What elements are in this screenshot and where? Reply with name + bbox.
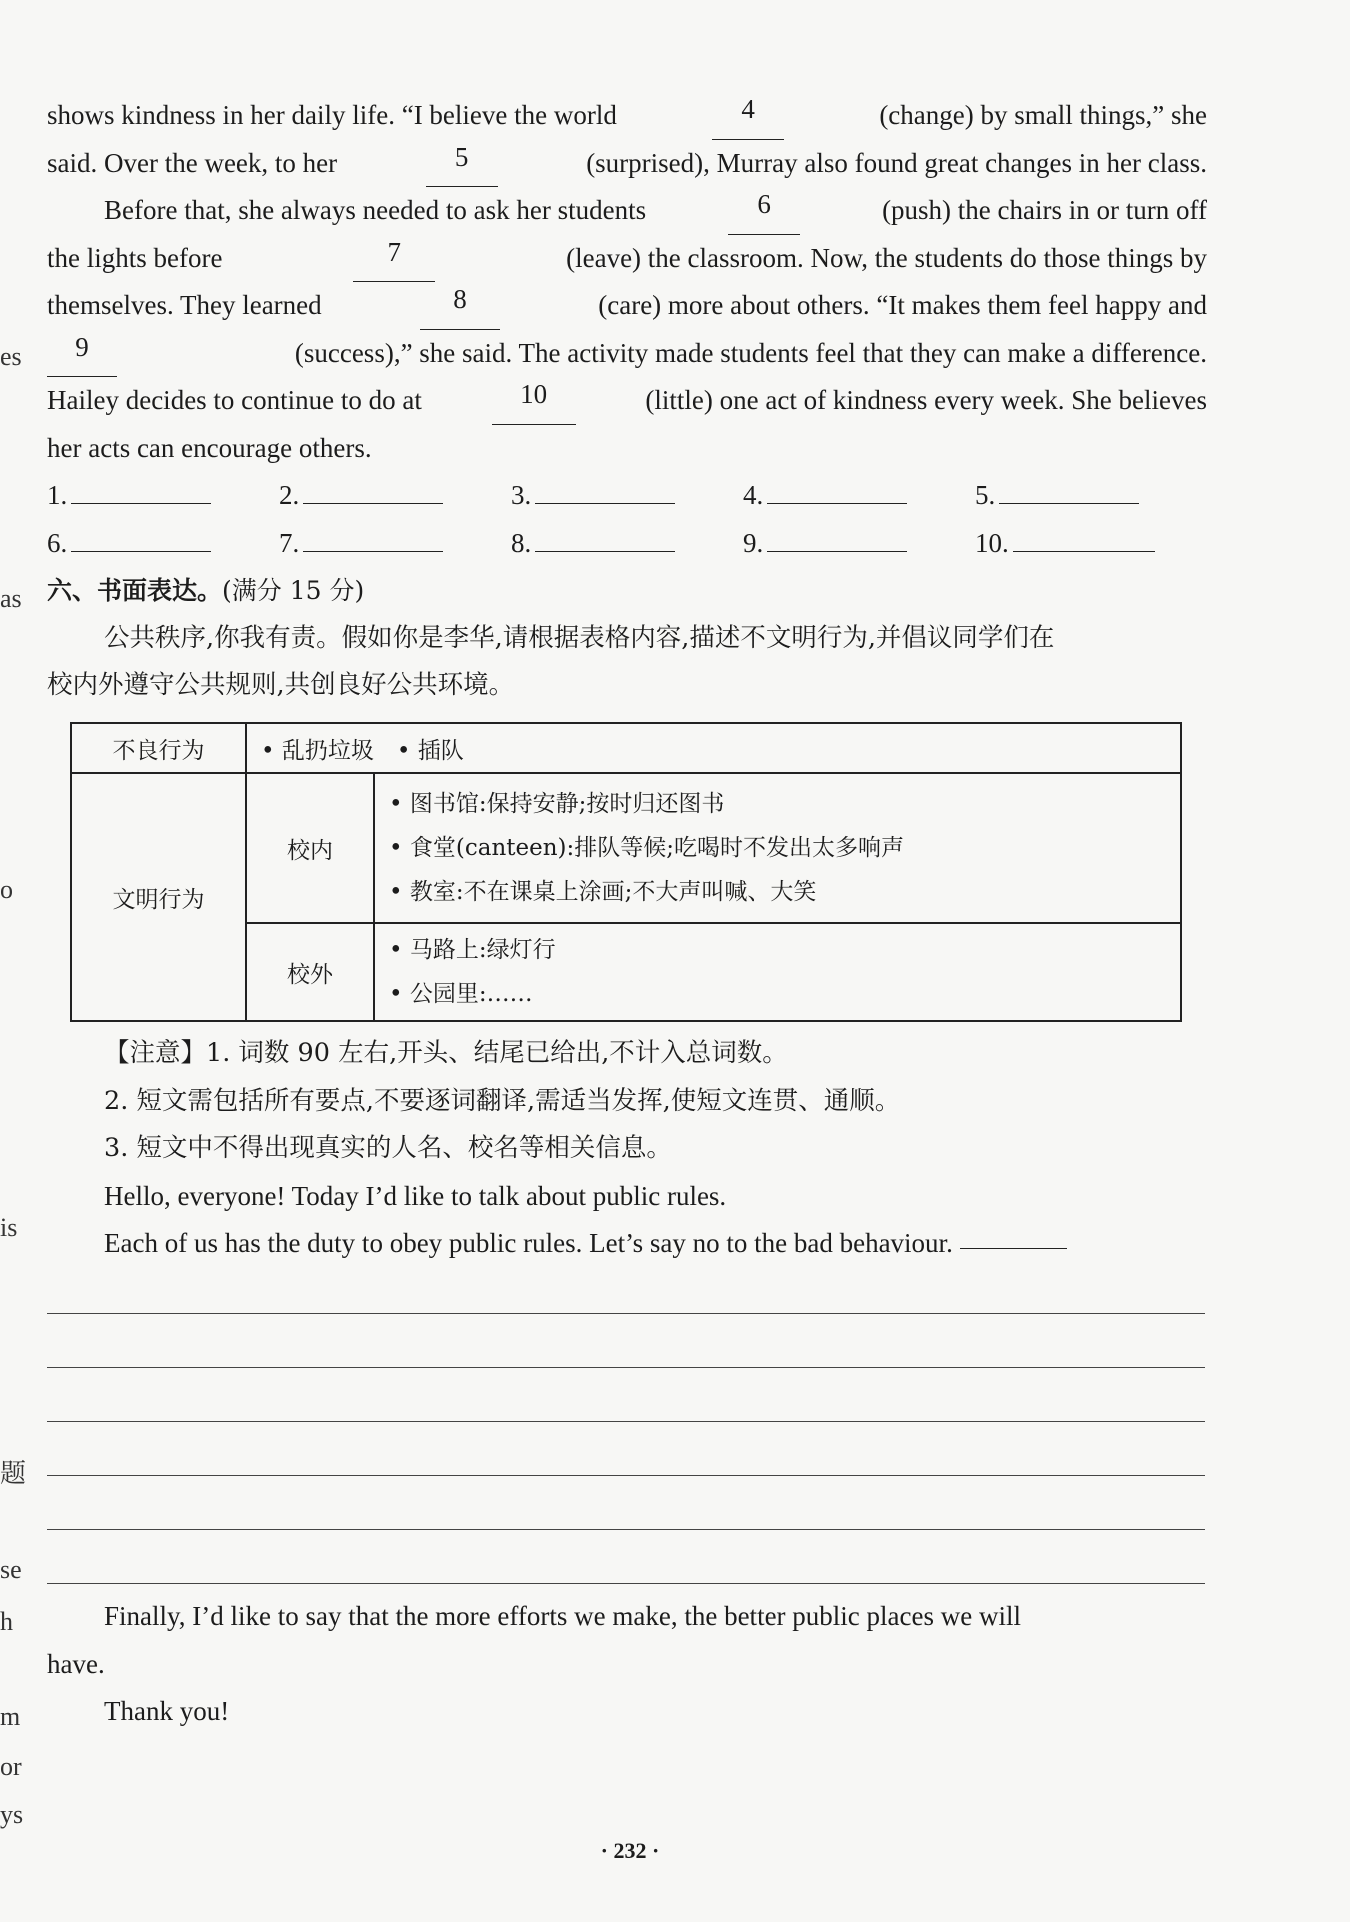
answer-blank: 5 — [426, 140, 498, 188]
margin-fragment: se — [0, 1555, 22, 1584]
outside-school-items: • 马路上:绿灯行 • 公园里:…… — [374, 923, 1181, 1021]
answer-blank: 6 — [728, 187, 800, 235]
answer-line-1[interactable] — [71, 475, 211, 504]
bad-behaviour-label: 不良行为 — [71, 723, 246, 773]
writing-line[interactable] — [47, 1529, 1205, 1530]
writing-line[interactable] — [47, 1475, 1205, 1476]
margin-fragment: 题 — [0, 1459, 27, 1488]
passage-line: 9 (success),” she said. The activity made students feel that they can make a difference. — [47, 330, 1207, 378]
passage-line: said. Over the week, to her 5 (surprised), Murray also found great changes in her class. — [47, 140, 1207, 188]
answer-line-7[interactable] — [303, 523, 443, 552]
answer-line-8[interactable] — [535, 523, 675, 552]
answer-line-3[interactable] — [535, 475, 675, 504]
good-behaviour-label: 文明行为 — [71, 773, 246, 1021]
writing-section — [47, 1030, 1207, 1268]
note-3: 3. 短文中不得出现真实的人名、校名等相关信息。 — [104, 1133, 672, 1163]
margin-fragment: o — [0, 875, 13, 904]
answer-row: 6. 7. 8. 9. 10. — [47, 520, 1207, 568]
essay-opening-1: Hello, everyone! Today I’d like to talk about public rules. — [104, 1180, 727, 1211]
answer-blank: 9 — [47, 330, 117, 378]
margin-fragment: ys — [0, 1800, 24, 1829]
essay-closing-1: Finally, I’d like to say that the more efforts we make, the better public places we will — [104, 1601, 1021, 1631]
passage-line: shows kindness in her daily life. “I believe the world 4 (change) by small things,” she — [47, 92, 1207, 140]
essay-closing-2: have. — [47, 1648, 105, 1679]
essay-opening-2: Each of us has the duty to obey public rules. Let’s say no to the bad behaviour. — [47, 1220, 1207, 1268]
outside-school-label: 校外 — [246, 923, 374, 1021]
bad-behaviour-items: • 乱扔垃圾 • 插队 — [246, 723, 1181, 773]
margin-fragment: is — [0, 1213, 18, 1242]
answer-line-5[interactable] — [999, 475, 1139, 504]
answer-row: 1. 2. 3. 4. 5. — [47, 472, 1207, 520]
prompt-text: 校内外遵守公共规则,共创良好公共环境。 — [47, 670, 515, 700]
answer-line-10[interactable] — [1013, 523, 1155, 552]
passage-line: the lights before 7 (leave) the classroom. Now, the students do those things by — [47, 235, 1207, 283]
answer-blank: 8 — [420, 282, 500, 330]
writing-line-start[interactable] — [960, 1220, 1067, 1249]
margin-fragment: es — [0, 342, 22, 371]
answer-line-2[interactable] — [303, 475, 443, 504]
margin-fragment: as — [0, 584, 22, 613]
answer-blank: 7 — [353, 235, 435, 283]
writing-line[interactable] — [47, 1313, 1205, 1314]
writing-line[interactable] — [47, 1421, 1205, 1422]
inside-school-label: 校内 — [246, 773, 374, 923]
answer-line-4[interactable] — [767, 475, 907, 504]
passage-line: Before that, she always needed to ask her students 6 (push) the chairs in or turn off — [47, 187, 1207, 235]
writing-line[interactable] — [47, 1367, 1205, 1368]
note-1: 【注意】1. 词数 90 左右,开头、结尾已给出,不计入总词数。 — [104, 1038, 788, 1068]
answer-blank: 4 — [712, 92, 784, 140]
section-heading: 六、书面表达。 (满分 15 分) — [47, 576, 365, 605]
essay-closing — [47, 1593, 1207, 1736]
answer-blank: 10 — [492, 377, 576, 425]
inside-school-items: • 图书馆:保持安静;按时归还图书 • 食堂(canteen):排队等候;吃喝时不发出太多响声 • 教室:不在课桌上涂画;不大声叫喊、大笑 — [374, 773, 1181, 923]
prompt-text: 公共秩序,你我有责。假如你是李华,请根据表格内容,描述不文明行为,并倡议同学们在 — [104, 622, 1055, 653]
writing-line[interactable] — [47, 1583, 1205, 1584]
note-2: 2. 短文需包括所有要点,不要逐词翻译,需适当发挥,使短文连贯、通顺。 — [104, 1085, 901, 1116]
page-number: · 232 · — [600, 1838, 660, 1863]
passage-line: themselves. They learned 8 (care) more about others. “It makes them feel happy and — [47, 282, 1207, 330]
passage-line: Hailey decides to continue to do at 10 (little) one act of kindness every week. She believes — [47, 377, 1207, 425]
answer-line-9[interactable] — [767, 523, 907, 552]
margin-fragment: m — [0, 1702, 21, 1731]
margin-fragment: h — [0, 1607, 13, 1636]
margin-fragment: or — [0, 1752, 22, 1781]
behaviour-table — [70, 722, 1182, 1022]
answer-line-6[interactable] — [71, 523, 211, 552]
reading-passage — [47, 92, 1207, 710]
passage-line: her acts can encourage others. — [47, 432, 372, 463]
essay-thanks: Thank you! — [104, 1696, 230, 1726]
